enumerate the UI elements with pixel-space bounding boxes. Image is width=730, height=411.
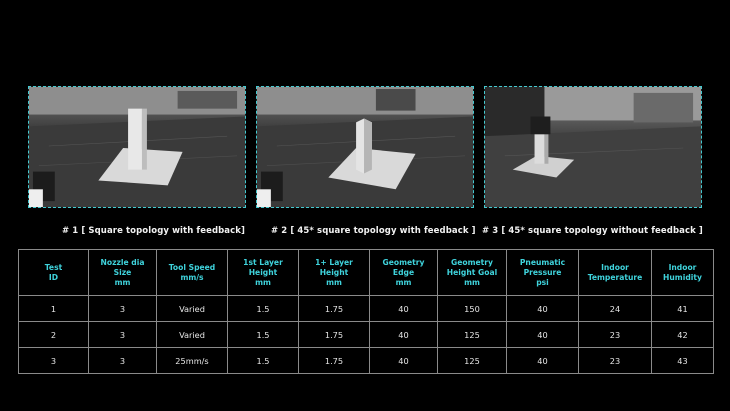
table-cell: 3 <box>89 348 157 374</box>
header-tool-speed: Tool Speed mm/s <box>157 250 228 296</box>
caption-test-1: # 1 [ Square topology with feedback] <box>62 226 246 236</box>
photo-test-3 <box>484 86 702 208</box>
table-cell: Varied <box>157 322 228 348</box>
photo-test-1 <box>28 86 246 208</box>
header-indoor-temperature: Indoor Temperature <box>579 250 652 296</box>
printed-square-tower-photo <box>29 87 245 207</box>
table-cell: 1.75 <box>299 322 370 348</box>
caption-test-3: # 3 [ 45* square topology without feedback ] <box>482 226 703 236</box>
table-cell: 1.75 <box>299 348 370 374</box>
table-cell: 24 <box>579 296 652 322</box>
test-parameters-table <box>18 249 714 374</box>
table-cell: 125 <box>438 348 507 374</box>
table-cell: 3 <box>89 296 157 322</box>
table-cell: 42 <box>652 322 714 348</box>
table-cell: 41 <box>652 296 714 322</box>
printed-45-degree-tower-no-feedback-photo <box>485 87 701 207</box>
header-geometry-height-goal: Geometry Height Goal mm <box>438 250 507 296</box>
table-row <box>19 322 714 348</box>
table-cell: 43 <box>652 348 714 374</box>
table-cell: 25mm/s <box>157 348 228 374</box>
photo-test-2 <box>256 86 474 208</box>
header-test-id: Test ID <box>19 250 89 296</box>
table-row <box>19 348 714 374</box>
printed-45-degree-tower-photo <box>257 87 473 207</box>
table-cell: 40 <box>507 348 579 374</box>
table-row <box>19 296 714 322</box>
table-cell: 40 <box>370 322 438 348</box>
table-cell: 23 <box>579 348 652 374</box>
header-first-layer-height: 1st Layer Height mm <box>228 250 299 296</box>
header-nozzle-dia: Nozzle dia Size mm <box>89 250 157 296</box>
table-cell: 125 <box>438 322 507 348</box>
table-cell: 40 <box>370 296 438 322</box>
table-cell: 1.5 <box>228 322 299 348</box>
table-cell: Varied <box>157 296 228 322</box>
table-cell: 1 <box>19 296 89 322</box>
table-cell: 40 <box>370 348 438 374</box>
header-pneumatic-pressure: Pneumatic Pressure psi <box>507 250 579 296</box>
table-cell: 1.5 <box>228 348 299 374</box>
header-layer-height: 1+ Layer Height mm <box>299 250 370 296</box>
table-cell: 40 <box>507 296 579 322</box>
table-cell: 40 <box>507 322 579 348</box>
table-cell: 1.75 <box>299 296 370 322</box>
table-cell: 1.5 <box>228 296 299 322</box>
table-cell: 3 <box>19 348 89 374</box>
caption-test-2: # 2 [ 45* square topology with feedback ] <box>271 226 476 236</box>
table-cell: 2 <box>19 322 89 348</box>
table-header-row <box>19 250 714 296</box>
header-geometry-edge: Geometry Edge mm <box>370 250 438 296</box>
table-cell: 150 <box>438 296 507 322</box>
header-indoor-humidity: Indoor Humidity <box>652 250 714 296</box>
table-cell: 3 <box>89 322 157 348</box>
table-cell: 23 <box>579 322 652 348</box>
